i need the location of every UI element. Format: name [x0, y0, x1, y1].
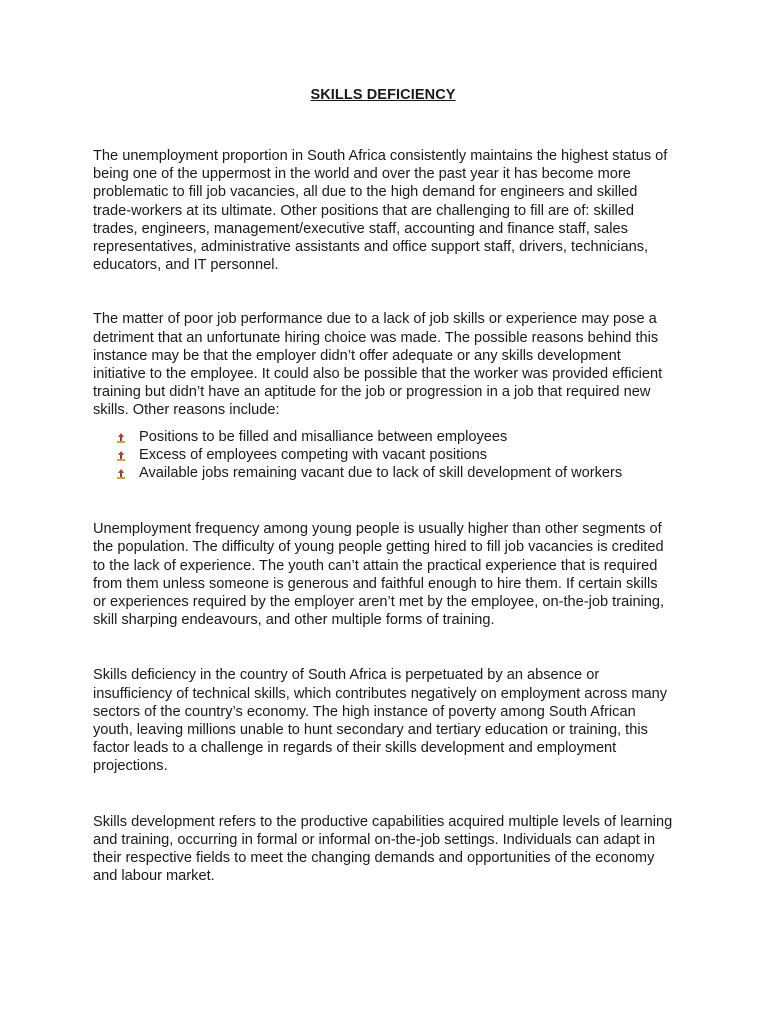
bullet-item	[115, 428, 673, 446]
reasons-bullet-list	[93, 428, 673, 483]
bullet-text: Excess of employees competing with vacant positions	[139, 446, 487, 463]
paragraph-skills-development: Skills development refers to the productive capabilities acquired multiple levels of learning and training, occurring in formal or informal on-the-job settings. Individuals can adapt in their respective fields to meet the changing demands and opportunities of the economy and labour market.	[93, 813, 673, 885]
arrow-bullet-icon	[115, 431, 127, 443]
bullet-item	[115, 464, 673, 482]
paragraph-poor-job-performance: The matter of poor job performance due to a lack of job skills or experience may pose a detriment that an unfortunate hiring choice was made. The possible reasons behind this instance may be that the employer didn’t offer adequate or any skills development initiative to the employee. It could also be possible that the worker was provided efficient training but didn’t have an aptitude for the job or progression in a job that required new skills. Other reasons include:	[93, 311, 663, 419]
arrow-bullet-icon	[115, 467, 127, 479]
bullet-text: Positions to be filled and misalliance between employees	[139, 428, 508, 445]
bullet-item	[115, 446, 673, 464]
document-page	[93, 86, 673, 886]
bullet-text: Available jobs remaining vacant due to lack of skill development of workers	[139, 465, 623, 482]
paragraph-youth-unemployment: Unemployment frequency among young people is usually higher than other segments of the population. The difficulty of young people getting hired to fill job vacancies is credited to the lack of experience. The youth can’t attain the practical experience that is required from them unless someone is generous and faithful enough to hire them. If certain skills or experiences required by the employer aren’t met by the employee, on-the-job training, skill sharping endeavours, and other multiple forms of training.	[93, 521, 665, 629]
paragraph-skills-deficiency: Skills deficiency in the country of South Africa is perpetuated by an absence or insufficiency of technical skills, which contributes negatively on employment across many sectors of the country’s economy. The high instance of poverty among South African youth, leaving millions unable to hunt secondary and tertiary education or training, this factor leads to a challenge in regards of their skills development and employment projections.	[93, 667, 668, 775]
arrow-bullet-icon	[115, 449, 127, 461]
document-title: SKILLS DEFICIENCY	[310, 87, 456, 103]
paragraph-unemployment-proportion: The unemployment proportion in South Africa consistently maintains the highest status of being one of the uppermost in the world and over the past year it has become more problematic to fill job vacancies, all due to the high demand for engineers and skilled trade-workers at its ultimate. Other positions that are challenging to fill are of: skilled trades, engineers, management/executive staff, accounting and finance staff, sales representatives, administrative assistants and office support staff, drivers, technicians, educators, and IT personnel.	[93, 148, 668, 274]
